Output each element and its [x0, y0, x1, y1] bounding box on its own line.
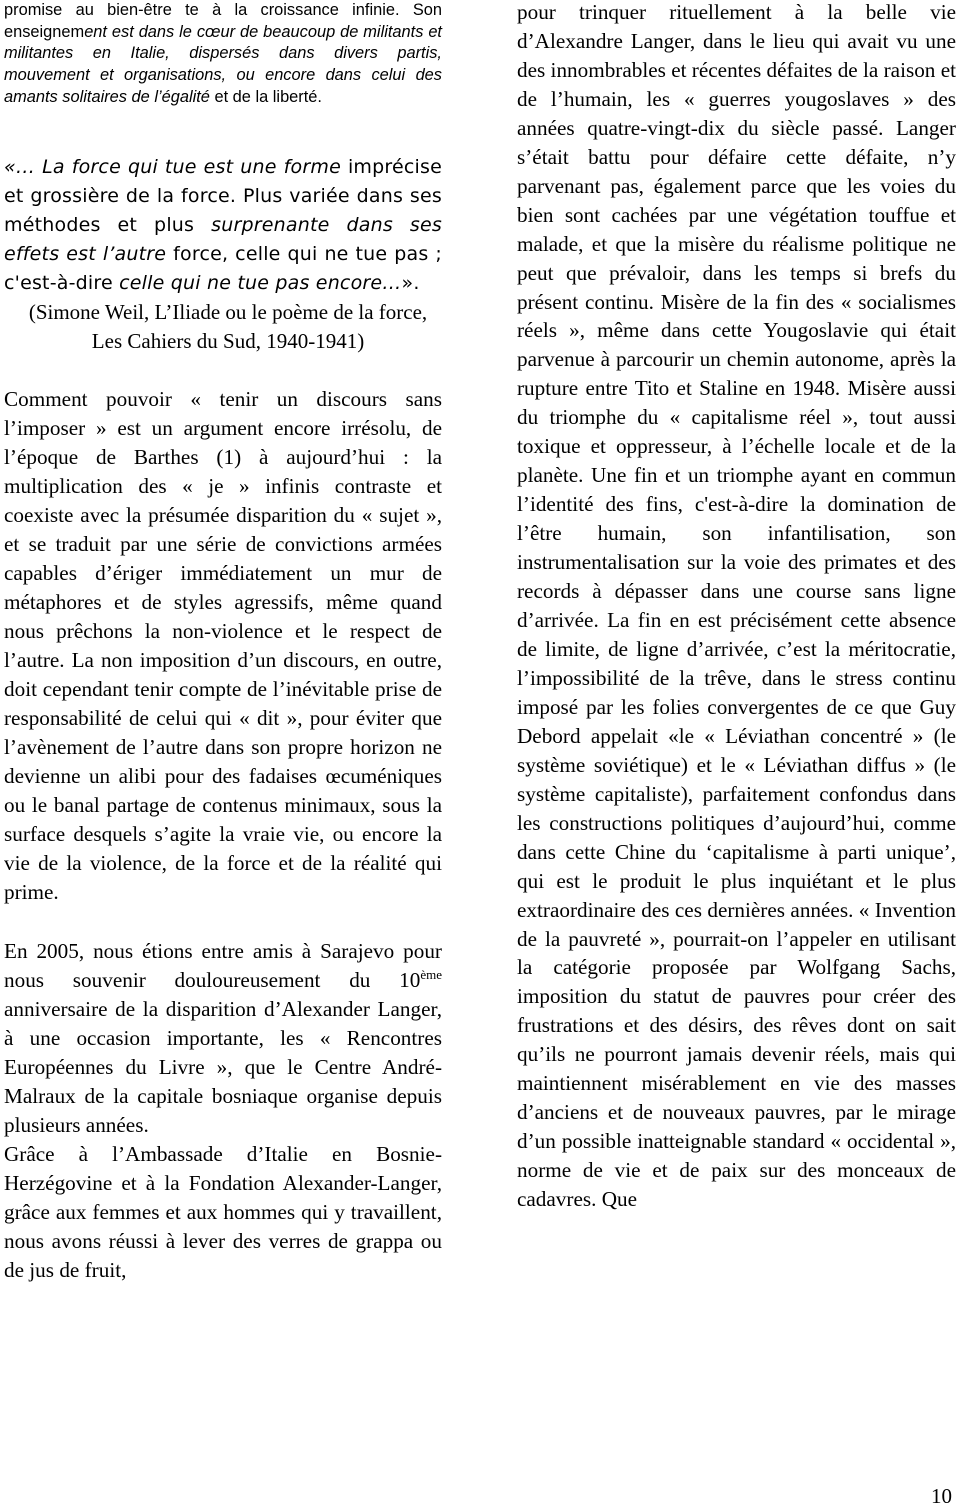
quote-plain-1: imprécise et grossière de la force. Plus variée dans ses méthodes et plus: [4, 155, 442, 236]
body-paragraph-1: Comment pouvoir « tenir un discours sans l’imposer » est un argument encore irrésolu, de l’époque de Barthes (1) à aujourd’hui : la multiplication des « je » infinis contraste et coexiste avec la présumée disparition du « sujet », et se traduit par une série de convictions armées capables d’ériger immédiatement un mur de métaphores et de styles agressifs, même quand nous prêchons la non-violence et le respect de l’autre. La non imposition d’un discours, en outre, doit cependant tenir compte de l’inévitable prise de responsabilité de celui qui « dit », pour éviter que l’avènement de l’autre dans son propre horizon ne devienne un alibi pour des fadaises œcuméniques ou le banal partage de contenus minimaux, sous la surface desquels s’agite la vraie vie, ou encore la vie de la violence, de la force et de la réalité qui prime.: [4, 386, 442, 904]
intro-text-italic: ent est dans le cœur de beaucoup de militants et militantes en Italie, dispersés dans divers partis, mouvement et organisations, ou encore dans celui des amants solitaires de l’égalité: [4, 22, 442, 106]
body-paragraph-3: Grâce à l’Ambassade d’Italie en Bosnie-Herzégovine et à la Fondation Alexander-Langer, grâce aux femmes et aux hommes qui y travaillent, nous avons réussi à lever des verres de grappa ou de jus de fruit,: [4, 1141, 442, 1282]
para2-text-after: anniversaire de la disparition d’Alexander Langer, à une occasion importante, les « Rencontres Européennes du Livre », que le Centre André-Malraux de la capitale bosniaque organise depuis plusieurs années.: [4, 996, 442, 1137]
intro-text-c: et de la liberté.: [209, 87, 322, 106]
body-paragraph-2: [4, 937, 442, 1140]
weil-quote: [4, 153, 442, 298]
quote-citation: (Simone Weil, L’Iliade ou le poème de la force, Les Cahiers du Sud, 1940-1941): [28, 299, 428, 353]
quote-italic-3: celle qui ne tue pas encore…: [119, 271, 402, 294]
page-number: 10: [931, 1484, 952, 1508]
quote-italic-2: surprenante dans ses effets est l’autre: [4, 213, 442, 265]
right-body-paragraph: pour trinquer rituellement à la belle vie d’Alexandre Langer, dans le lieu qui avait vu une des innombrables et récentes défaites de la raison et de l’humain, les « guerres yougoslaves » des années quatre-vingt-dix du siècle passé. Langer s’était battu pour défaire cette défaite, n’y parvenant pas, également parce que les voies du bien sont cachées par une végétation touffue et malade, et que la misère du réalisme politique ne peut que prévaloir, dans les temps si brefs du présent continu. Misère de la fin des « socialismes réels », même dans cette Yougoslavie qui était parvenue à parcourir un chemin autonome, après la rupture entre Tito et Staline en 1948. Misère aussi du triomphe du « capitalisme réel », tout aussi toxique et oppresseur, à l’échelle locale et de la planète. Une fin et un triomphe ayant en commun l’identité des fins, c'est-à-dire la domination de l’être humain, son infantilisation, son instrumentalisation sur la voie des primates et des records à dépasser dans une course sans ligne d’arrivée. La fin en est précisément cette absence de limite, de ligne d’arrivée, c’est la méritocratie, l’impossibilité de la trêve, dans le stress continu imposé par les folies convergentes de ce que Guy Debord appelait «le « Léviathan concentré » (le système soviétique) et le « Léviathan diffus » (le système capitaliste), parfaitement confondus dans les constructions politiques d’aujourd’hui, comme dans cette Chine du ‘capitalisme à parti unique’, qui est le produit le plus inquiétant et le plus extraordinaire des ces dernières années. « Invention de la pauvreté », pourrait-on l’appeler en utilisant la catégorie proposée par Wolfgang Sachs, imposition du statut de pauvres pour créer des frustrations et des désirs, des rêves dont on sait qu’ils ne pourront jamais devenir réels, mais qui maintiennent misérablement en vie des masses d’anciens et de nouveaux pauvres, par le mirage d’un possible inatteignable standard « occidental », norme de vie et de paix sur des monceaux de cadavres. Que: [517, 0, 956, 1212]
right-column: [517, 0, 956, 1214]
quote-italic-1: «… La force qui tue est une forme: [4, 155, 341, 178]
intro-text-a: promise au bien-être te à la croissance infinie. Son enseignem: [4, 1, 442, 41]
quote-plain-2: force, celle qui ne tue pas ; c'est-à-dire: [4, 242, 443, 294]
ordinal-superscript: ème: [420, 966, 442, 982]
left-column: [4, 0, 442, 1285]
para2-text-before: En 2005, nous étions entre amis à Sarajevo pour nous souvenir douloureusement du 10: [4, 938, 442, 992]
quote-close: ».: [401, 271, 420, 294]
intro-paragraph: [4, 0, 442, 109]
